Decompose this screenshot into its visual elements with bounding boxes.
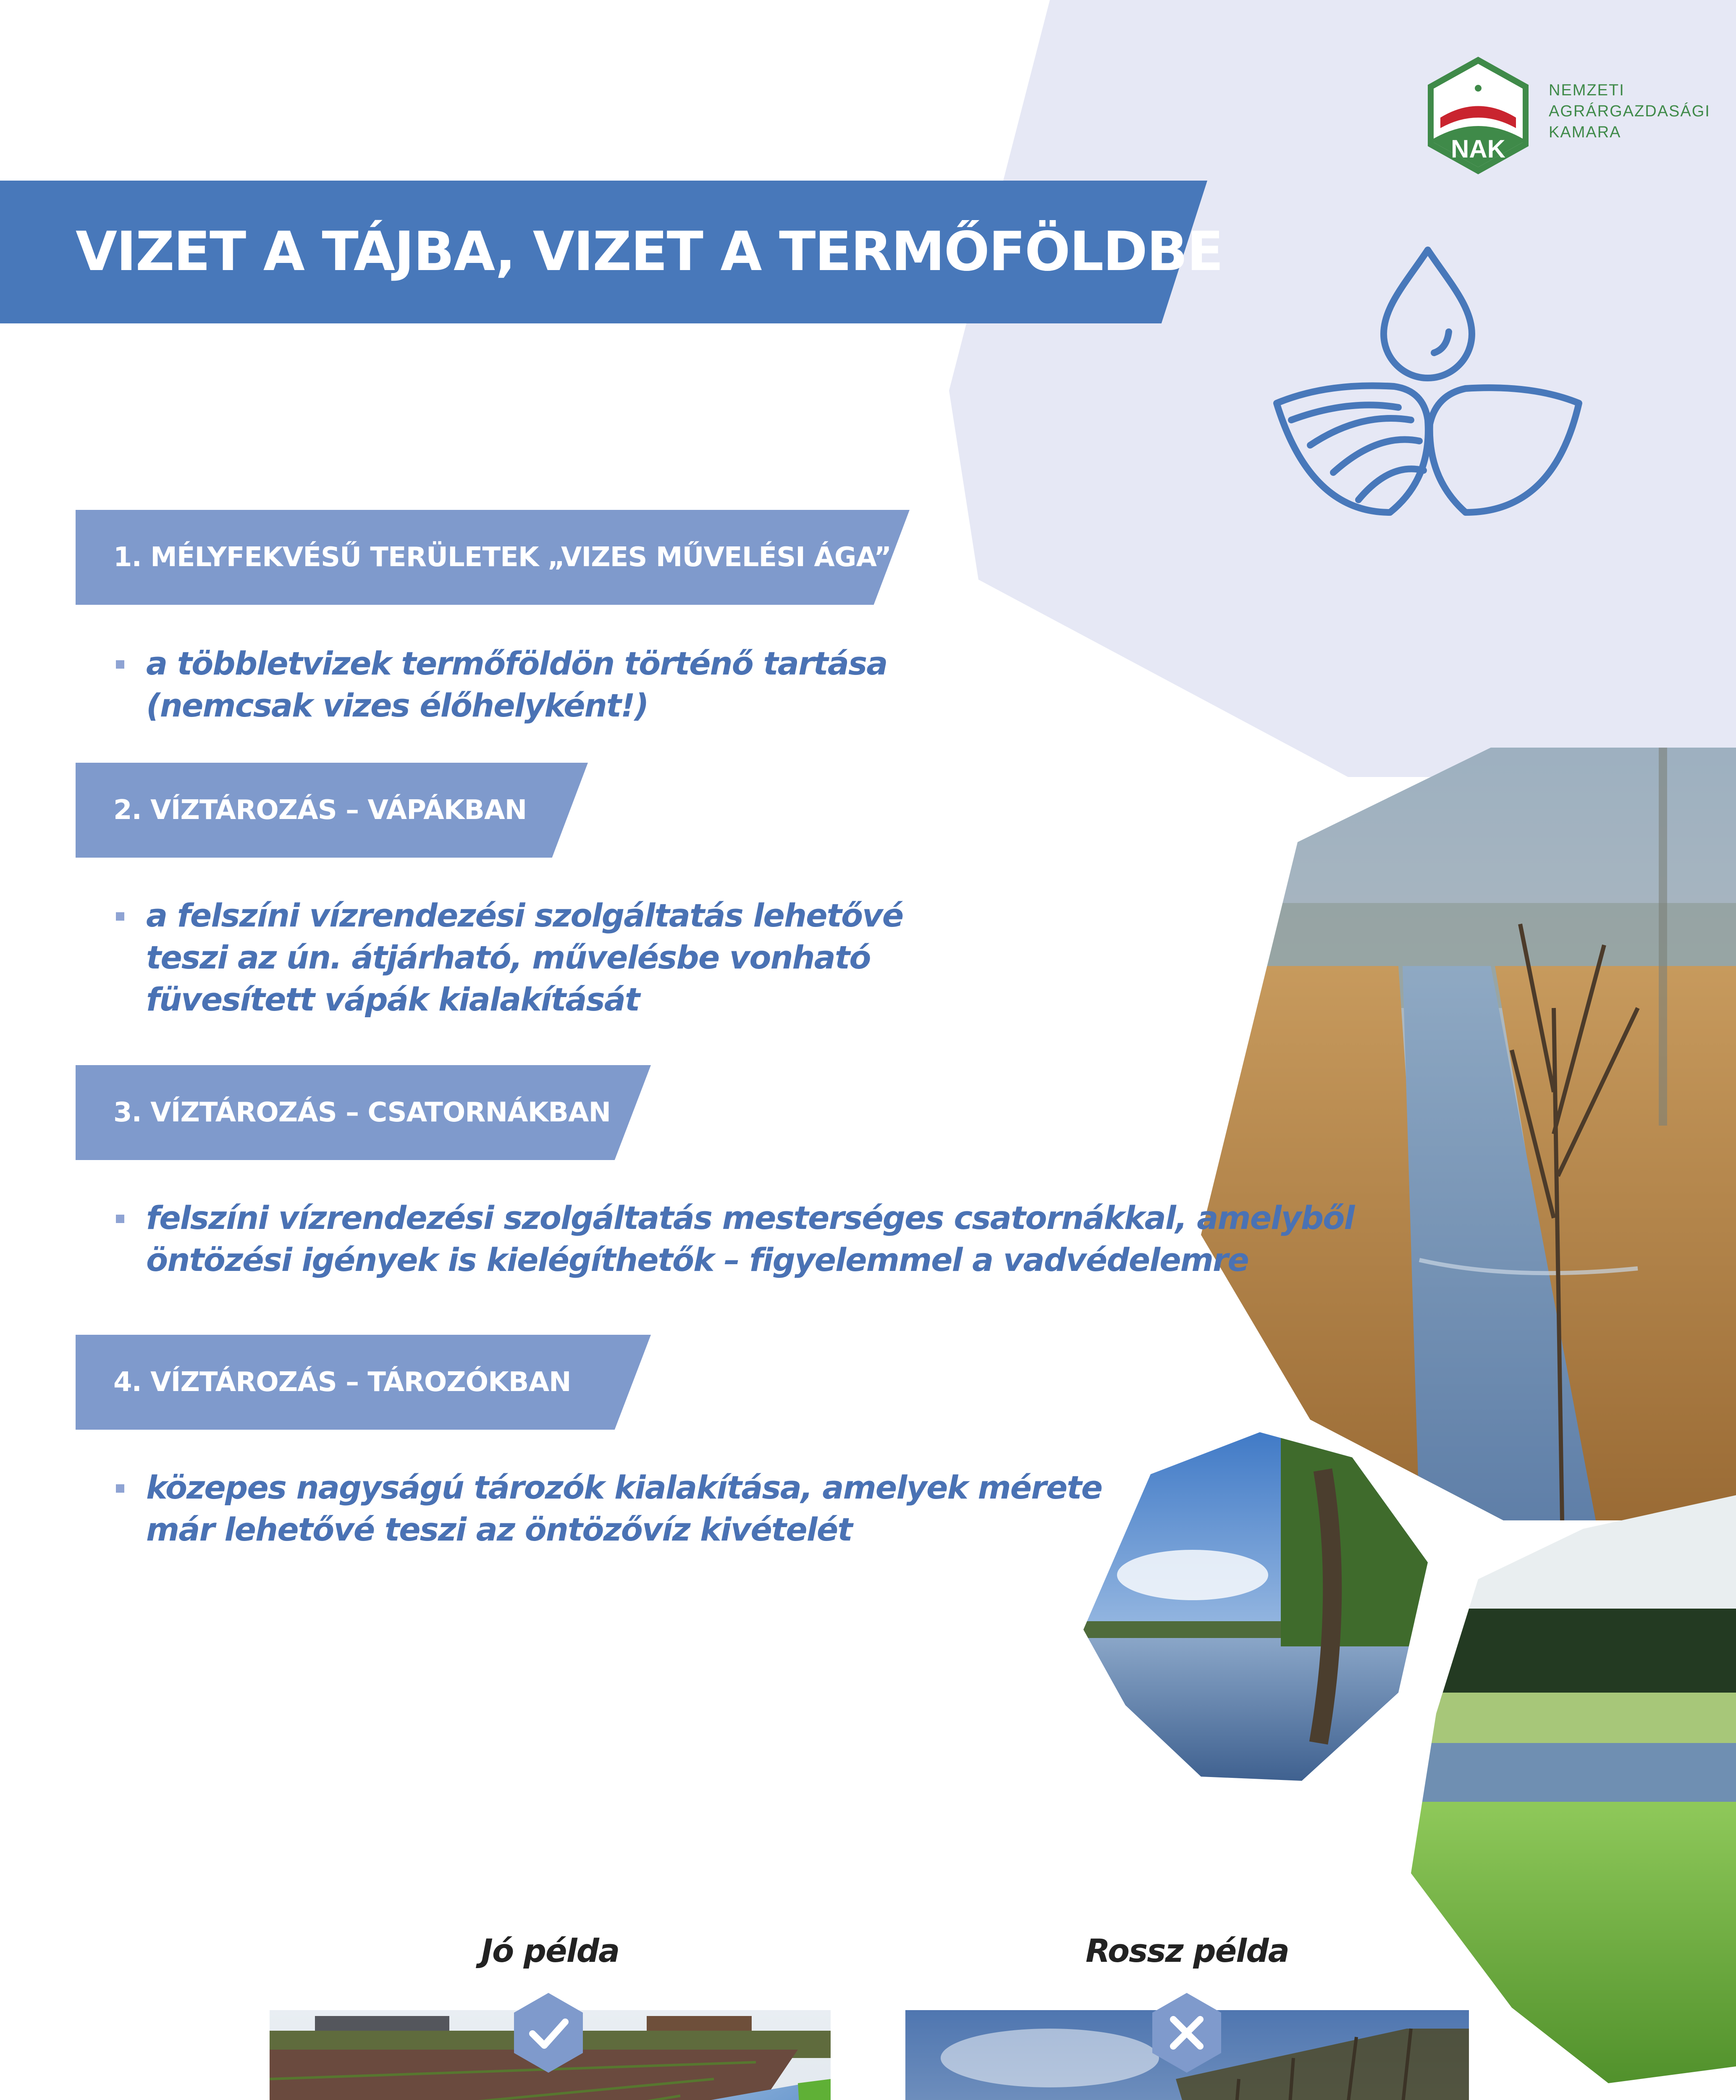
section-1-bullet-marker [116, 660, 124, 669]
lake-photo [1079, 1428, 1432, 1785]
section-2-bullet-line-3: füvesített vápák kialakítását [146, 981, 640, 1018]
section-1-bullet [146, 643, 887, 727]
page-title: VIZET A TÁJBA, VIZET A TERMŐFÖLDBE [76, 220, 1223, 283]
section-4-bullet-marker [116, 1484, 124, 1493]
section-3-bullet-line-2: öntözési igények is kielégíthetők – figyelemmel a vadvédelemre [146, 1241, 1248, 1278]
logo-line-2: AGRÁRGAZDASÁGI [1549, 102, 1710, 120]
bad-example-label: Rossz példa [1086, 1932, 1289, 1969]
section-2-bullet-line-2: teszi az ún. átjárható, művelésbe vonható [146, 939, 871, 976]
nak-logo [1424, 55, 1533, 176]
section-2-title: 2. VÍZTÁROZÁS – VÁPÁKBAN [113, 795, 527, 826]
section-4-bullet-line-1: közepes nagyságú tározók kialakítása, amelyek mérete [146, 1469, 1102, 1506]
section-2-bullet-marker [116, 912, 124, 921]
section-1-bullet-line-1: a többletvizek termőföldön történő tartása [146, 645, 887, 682]
logo-line-3: KAMARA [1549, 123, 1621, 141]
section-2-bullet-line-1: a felszíni vízrendezési szolgáltatás lehetővé [146, 897, 903, 934]
check-icon [511, 1991, 586, 2075]
section-4-bullet [146, 1467, 1102, 1551]
section-4-title: 4. VÍZTÁROZÁS – TÁROZÓKBAN [113, 1367, 571, 1398]
section-4-bullet-line-2: már lehetővé teszi az öntözővíz kivételét [146, 1511, 852, 1548]
canal-photo [1197, 743, 1736, 1525]
cross-icon [1149, 1991, 1225, 2075]
logo-line-1: NEMZETI [1549, 81, 1625, 99]
section-3-bullet-marker [116, 1215, 124, 1223]
section-1-title: 1. MÉLYFEKVÉSŰ TERÜLETEK „VIZES MŰVELÉSI ÁGA” [113, 542, 892, 573]
logo-badge-text: NAK [1451, 135, 1505, 163]
water-drop-field-icon [1268, 244, 1587, 529]
lawn-photo [1407, 1491, 1736, 2092]
section-3-bullet-line-1: felszíni vízrendezési szolgáltatás mesterséges csatornákkal, amelyből [146, 1199, 1354, 1236]
section-2-bullet [146, 895, 903, 1021]
good-example-label: Jó példa [481, 1932, 619, 1969]
section-3-bullet [146, 1197, 1354, 1281]
logo-text [1549, 80, 1710, 143]
section-1-bullet-line-2: (nemcsak vizes élőhelyként!) [146, 687, 648, 724]
section-3-title: 3. VÍZTÁROZÁS – CSATORNÁKBAN [113, 1097, 611, 1128]
